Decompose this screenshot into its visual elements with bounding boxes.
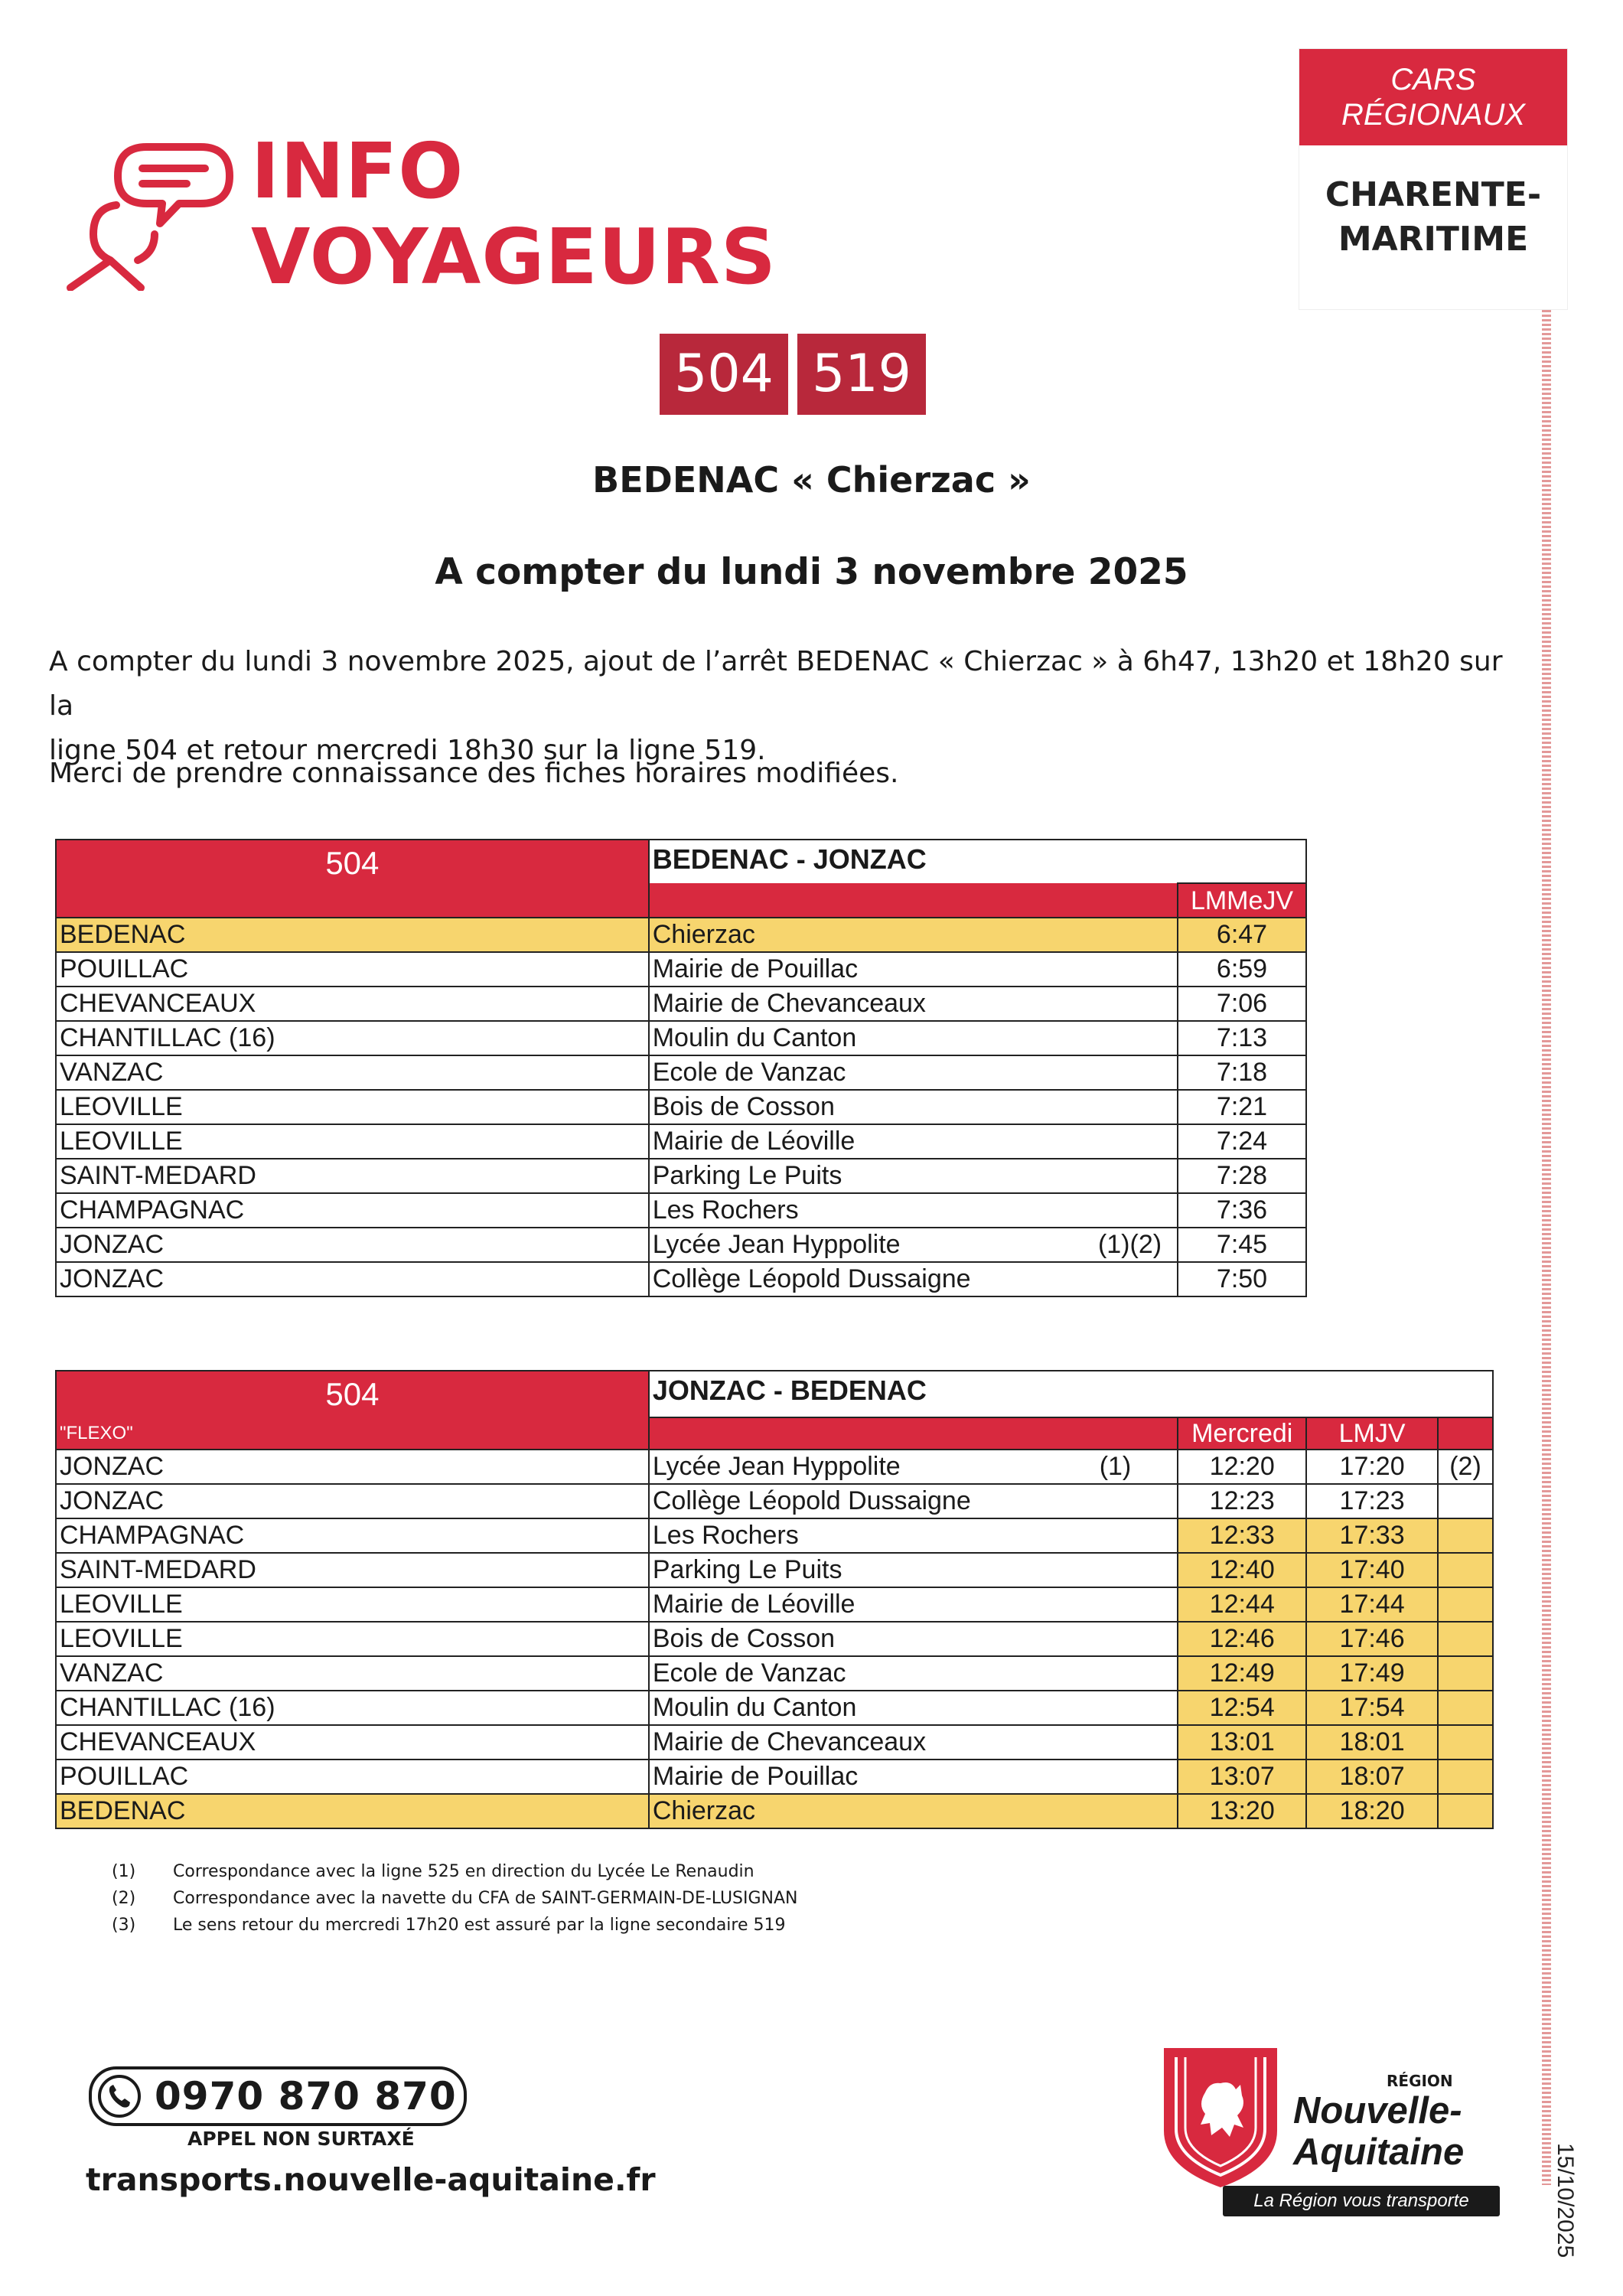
stop-cell — [649, 1124, 1178, 1159]
table-header — [56, 1371, 1493, 1417]
commune-cell: SAINT-MEDARD — [56, 1159, 649, 1193]
stop-cell — [649, 1622, 1178, 1656]
stop-cell — [649, 1228, 1178, 1262]
time-cell-lmjv: 18:01 — [1306, 1725, 1438, 1760]
commune-cell: CHEVANCEAUX — [56, 987, 649, 1021]
table-row — [56, 1090, 1306, 1124]
commune-cell: BEDENAC — [56, 1794, 649, 1828]
brand-line-2: VOYAGEURS — [251, 212, 777, 302]
stop-cell — [649, 1656, 1178, 1691]
table-row — [56, 1587, 1493, 1622]
page-subtitle: BEDENAC « Chierzac » — [592, 459, 1031, 501]
time-cell-lmjv: 18:07 — [1306, 1760, 1438, 1794]
footnote-text: Correspondance avec la navette du CFA de SAINT-GERMAIN-DE-LUSIGNAN — [173, 1889, 798, 1908]
stamp-date: 15/10/2025 — [1553, 2143, 1578, 2258]
table-row — [56, 1484, 1493, 1518]
commune-cell: CHEVANCEAUX — [56, 1725, 649, 1760]
table-row — [56, 1159, 1306, 1193]
time-cell-lmjv: 17:20 — [1306, 1450, 1438, 1484]
table-row — [56, 952, 1306, 987]
stop-cell — [649, 1760, 1178, 1794]
extra-note-cell — [1438, 1553, 1493, 1587]
footnote-item — [112, 1858, 798, 1885]
extra-note-cell — [1438, 1622, 1493, 1656]
phone-box[interactable] — [89, 2066, 467, 2126]
commune-cell: JONZAC — [56, 1262, 649, 1296]
phone-number: 0970 870 870 — [155, 2074, 457, 2118]
time-cell: 7:13 — [1178, 1021, 1306, 1055]
stop-name: Collège Léopold Dussaigne — [652, 1486, 971, 1515]
stop-cell — [649, 918, 1178, 952]
stop-name: Mairie de Léoville — [652, 1127, 855, 1156]
brand-title — [251, 126, 777, 302]
time-cell-wednesday: 12:54 — [1178, 1691, 1306, 1725]
footnotes — [112, 1858, 798, 1939]
days-label: LMMeJV — [1178, 883, 1306, 918]
stop-name: Les Rochers — [652, 1521, 799, 1550]
time-cell-lmjv: 17:40 — [1306, 1553, 1438, 1587]
table-row — [56, 987, 1306, 1021]
stop-cell — [649, 987, 1178, 1021]
stop-name: Chierzac — [652, 920, 755, 949]
table-row — [56, 1622, 1493, 1656]
extra-note-cell — [1438, 1794, 1493, 1828]
stop-name: Mairie de Chevanceaux — [652, 989, 926, 1018]
commune-cell: SAINT-MEDARD — [56, 1553, 649, 1587]
stop-cell — [649, 1587, 1178, 1622]
time-cell: 7:21 — [1178, 1090, 1306, 1124]
stop-cell — [649, 1484, 1178, 1518]
brand-line-1: INFO — [251, 126, 464, 216]
table-row — [56, 1518, 1493, 1553]
time-cell: 7:18 — [1178, 1055, 1306, 1090]
commune-cell: CHANTILLAC (16) — [56, 1021, 649, 1055]
commune-cell: POUILLAC — [56, 1760, 649, 1794]
time-cell: 7:06 — [1178, 987, 1306, 1021]
stop-name: Parking Le Puits — [652, 1161, 842, 1190]
extra-note-cell — [1438, 1587, 1493, 1622]
stop-cell — [649, 1193, 1178, 1228]
time-cell-wednesday: 12:33 — [1178, 1518, 1306, 1553]
region-badge-bottom — [1299, 145, 1567, 262]
table-row — [56, 1725, 1493, 1760]
table-row — [56, 1553, 1493, 1587]
time-cell: 7:45 — [1178, 1228, 1306, 1262]
stop-name: Ecole de Vanzac — [652, 1058, 846, 1087]
stop-cell — [649, 1159, 1178, 1193]
flexo-tag: "FLEXO" — [56, 1417, 649, 1450]
time-cell-lmjv: 17:54 — [1306, 1691, 1438, 1725]
commune-cell: BEDENAC — [56, 918, 649, 952]
footnote-item — [112, 1885, 798, 1912]
time-cell-wednesday: 12:44 — [1178, 1587, 1306, 1622]
table-row — [56, 1193, 1306, 1228]
chat-person-icon — [64, 138, 240, 291]
lion-shield-icon — [1161, 2045, 1280, 2190]
stop-name: Mairie de Pouillac — [652, 1762, 859, 1791]
commune-cell: LEOVILLE — [56, 1622, 649, 1656]
table-row — [56, 1021, 1306, 1055]
stop-name: Lycée Jean Hyppolite — [652, 1452, 901, 1481]
table-row — [56, 1055, 1306, 1090]
line-badge-504: 504 — [660, 334, 788, 415]
stop-name: Collège Léopold Dussaigne — [652, 1264, 971, 1293]
table-line-number: 504 — [56, 1371, 649, 1417]
stop-cell — [649, 1518, 1178, 1553]
time-cell: 6:59 — [1178, 952, 1306, 987]
time-cell: 7:28 — [1178, 1159, 1306, 1193]
stop-name: Mairie de Chevanceaux — [652, 1727, 927, 1756]
table-row — [56, 1691, 1493, 1725]
stop-name: Parking Le Puits — [652, 1555, 842, 1584]
table-row — [56, 1124, 1306, 1159]
table-row — [56, 918, 1306, 952]
stop-name: Mairie de Pouillac — [652, 954, 859, 983]
region-line-1: CHARENTE- — [1325, 175, 1542, 214]
time-cell-wednesday: 13:01 — [1178, 1725, 1306, 1760]
footnote-number: (2) — [112, 1889, 136, 1908]
table-row — [56, 1656, 1493, 1691]
stop-name: Mairie de Léoville — [652, 1590, 855, 1619]
footnote-text: Correspondance avec la ligne 525 en direction du Lycée Le Renaudin — [173, 1862, 754, 1881]
stop-name: Les Rochers — [652, 1195, 799, 1225]
commune-cell: VANZAC — [56, 1656, 649, 1691]
table-days-spacer-end — [1438, 1417, 1493, 1450]
website-link[interactable]: transports.nouvelle-aquitaine.fr — [86, 2161, 656, 2198]
time-cell: 7:36 — [1178, 1193, 1306, 1228]
region-logo-text — [1293, 2072, 1464, 2173]
extra-note-cell — [1438, 1691, 1493, 1725]
stop-note: (1) — [1099, 1452, 1132, 1481]
time-cell: 6:47 — [1178, 918, 1306, 952]
region-tagline: La Région vous transporte — [1223, 2186, 1500, 2216]
region-top-line-2: RÉGIONAUX — [1341, 98, 1526, 132]
stop-cell — [649, 1725, 1178, 1760]
time-cell-wednesday: 12:46 — [1178, 1622, 1306, 1656]
commune-cell: JONZAC — [56, 1228, 649, 1262]
stop-name: Lycée Jean Hyppolite — [652, 1230, 901, 1259]
stop-cell — [649, 1794, 1178, 1828]
time-cell-lmjv: 18:20 — [1306, 1794, 1438, 1828]
stop-name: Moulin du Canton — [652, 1693, 857, 1722]
time-cell-wednesday: 12:40 — [1178, 1553, 1306, 1587]
stop-cell — [649, 1021, 1178, 1055]
extra-note-cell — [1438, 1656, 1493, 1691]
commune-cell: POUILLAC — [56, 952, 649, 987]
notice-text: Merci de prendre connaissance des fiches horaires modifiées. — [49, 758, 899, 789]
stop-name: Ecole de Vanzac — [652, 1658, 846, 1688]
table-days-row — [56, 1417, 1493, 1450]
stop-cell — [649, 1553, 1178, 1587]
table-line-number: 504 — [56, 840, 649, 918]
stop-cell — [649, 952, 1178, 987]
stop-cell — [649, 1450, 1178, 1484]
timetable-bedenac-jonzac — [55, 839, 1307, 1297]
time-cell-wednesday: 13:20 — [1178, 1794, 1306, 1828]
footnote-text: Le sens retour du mercredi 17h20 est assuré par la ligne secondaire 519 — [173, 1916, 786, 1935]
time-cell-lmjv: 17:44 — [1306, 1587, 1438, 1622]
commune-cell: JONZAC — [56, 1484, 649, 1518]
table-row — [56, 1450, 1493, 1484]
commune-cell: VANZAC — [56, 1055, 649, 1090]
stop-cell — [649, 1691, 1178, 1725]
stop-name: Bois de Cosson — [652, 1092, 835, 1121]
table-route-name: JONZAC - BEDENAC — [649, 1371, 1493, 1417]
time-cell-lmjv: 17:46 — [1306, 1622, 1438, 1656]
time-cell-lmjv: 17:33 — [1306, 1518, 1438, 1553]
time-cell-wednesday: 12:20 — [1178, 1450, 1306, 1484]
commune-cell: LEOVILLE — [56, 1090, 649, 1124]
line-badge-519: 519 — [797, 334, 926, 415]
time-cell-lmjv: 17:49 — [1306, 1656, 1438, 1691]
commune-cell: LEOVILLE — [56, 1124, 649, 1159]
region-badge-top — [1299, 49, 1567, 145]
footnote-number: (1) — [112, 1862, 136, 1881]
extra-note-cell — [1438, 1760, 1493, 1794]
extra-note-cell: (2) — [1438, 1450, 1493, 1484]
timetable-jonzac-bedenac — [55, 1370, 1494, 1829]
time-cell-lmjv: 17:23 — [1306, 1484, 1438, 1518]
region-top-line-1: CARS — [1390, 63, 1476, 96]
commune-cell: CHAMPAGNAC — [56, 1518, 649, 1553]
date-heading: A compter du lundi 3 novembre 2025 — [435, 551, 1188, 593]
days-label-lmjv: LMJV — [1306, 1417, 1438, 1450]
time-cell-wednesday: 12:49 — [1178, 1656, 1306, 1691]
phone-note: APPEL NON SURTAXÉ — [187, 2128, 415, 2150]
stop-name: Moulin du Canton — [652, 1023, 857, 1052]
table-row — [56, 1228, 1306, 1262]
time-cell: 7:50 — [1178, 1262, 1306, 1296]
region-name-line-1: Nouvelle- — [1293, 2090, 1462, 2131]
extra-note-cell — [1438, 1484, 1493, 1518]
region-label: RÉGION — [1387, 2072, 1453, 2090]
table-row — [56, 1262, 1306, 1296]
phone-icon — [96, 2073, 142, 2119]
region-line-2: MARITIME — [1338, 220, 1529, 259]
table-route-name: BEDENAC - JONZAC — [649, 840, 1306, 883]
extra-note-cell — [1438, 1725, 1493, 1760]
stop-cell — [649, 1090, 1178, 1124]
table-body — [56, 1450, 1493, 1828]
region-badge — [1299, 49, 1567, 309]
stop-note: (1)(2) — [1097, 1230, 1162, 1259]
commune-cell: CHANTILLAC (16) — [56, 1691, 649, 1725]
time-cell-wednesday: 12:23 — [1178, 1484, 1306, 1518]
intro-line-1: A compter du lundi 3 novembre 2025, ajout de l’arrêt BEDENAC « Chierzac » à 6h47, 13h20 et 18h20 sur la — [49, 646, 1503, 722]
stop-name: Chierzac — [652, 1796, 756, 1825]
intro-paragraph — [49, 640, 1503, 773]
time-cell: 7:24 — [1178, 1124, 1306, 1159]
footnote-item — [112, 1912, 798, 1939]
table-days-spacer — [649, 1417, 1178, 1450]
stop-cell — [649, 1262, 1178, 1296]
stop-name: Bois de Cosson — [652, 1624, 836, 1653]
intro-line-2: ligne 504 et retour mercredi 18h30 sur la ligne 519. — [49, 735, 766, 766]
commune-cell: LEOVILLE — [56, 1587, 649, 1622]
table-body — [56, 918, 1306, 1296]
time-cell-wednesday: 13:07 — [1178, 1760, 1306, 1794]
table-header — [56, 840, 1306, 883]
table-row — [56, 1760, 1493, 1794]
region-name-line-2: Aquitaine — [1293, 2131, 1465, 2173]
stop-cell — [649, 1055, 1178, 1090]
extra-note-cell — [1438, 1518, 1493, 1553]
commune-cell: CHAMPAGNAC — [56, 1193, 649, 1228]
footnote-number: (3) — [112, 1916, 136, 1935]
days-label-wednesday: Mercredi — [1178, 1417, 1306, 1450]
table-days-spacer — [649, 883, 1178, 918]
commune-cell: JONZAC — [56, 1450, 649, 1484]
table-row — [56, 1794, 1493, 1828]
